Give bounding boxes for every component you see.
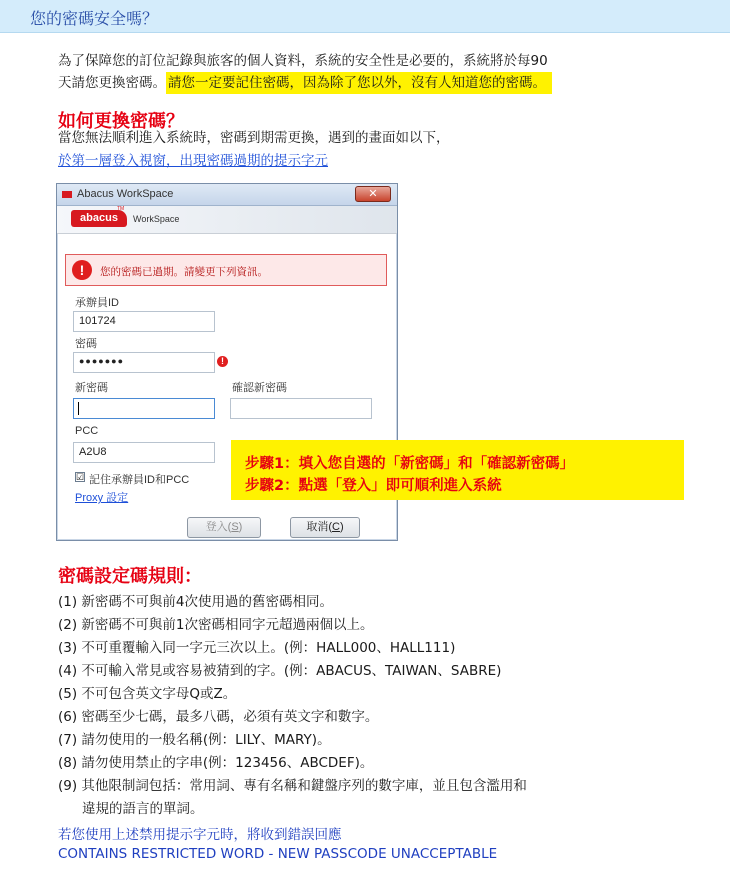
login-accel-key: S: [231, 521, 239, 533]
logo-trademark: TM: [117, 206, 125, 212]
app-icon: [62, 191, 72, 198]
new-password-field[interactable]: [73, 398, 215, 419]
agent-id-field[interactable]: 101724: [73, 311, 215, 332]
cancel-button[interactable]: 取消(C): [290, 517, 360, 538]
rule-8: (8) 請勿使用禁止的字串(例：123456、ABCDEF)。: [58, 755, 374, 771]
login-button-label: 登入(: [205, 521, 232, 533]
rule-1: (1) 新密碼不可與前4次使用過的舊密碼相同。: [58, 594, 334, 610]
close-icon[interactable]: ✕: [355, 186, 391, 202]
how-to-desc: 當您無法順利進入系統時，密碼到期需更換，遇到的畫面如以下，: [58, 130, 450, 146]
intro-line-2: [58, 72, 552, 94]
password-field[interactable]: ●●●●●●●: [73, 352, 215, 373]
remember-label: 記住承辦員ID和PCC: [89, 474, 190, 486]
rule-9-continued: 違規的語言的單詞。: [82, 801, 204, 817]
page-title: 您的密碼安全嗎？: [30, 9, 159, 28]
rule-2: (2) 新密碼不可與前1次密碼相同字元超過兩個以上。: [58, 617, 374, 633]
abacus-logo: abacus: [71, 210, 127, 227]
rule-3: (3) 不可重覆輸入同一字元三次以上。(例：HALL000、HALL111): [58, 640, 456, 656]
intro-plain: 天請您更換密碼。: [58, 75, 166, 91]
agent-id-label: 承辦員ID: [75, 297, 119, 309]
step-1: 步驟1：填入您自選的「新密碼」和「確認新密碼」: [245, 456, 575, 472]
footer-note: 若您使用上述禁用提示字元時，將收到錯誤回應: [58, 827, 342, 843]
how-to-heading: 如何更換密碼？: [58, 111, 184, 132]
how-to-link[interactable]: 於第一層登入視窗，出現密碼過期的提示字元: [58, 153, 328, 169]
steps-callout: [231, 440, 684, 500]
pcc-label: PCC: [75, 425, 99, 437]
error-icon: !: [72, 260, 92, 280]
confirm-password-label: 確認新密碼: [232, 382, 287, 394]
window-title: Abacus WorkSpace: [77, 188, 174, 200]
intro-line-1: 為了保障您的訂位記錄與旅客的個人資料，系統的安全性是必要的，系統將於每90: [58, 53, 548, 69]
rule-6: (6) 密碼至少七碼，最多八碼，必須有英文字和數字。: [58, 709, 379, 725]
rule-5: (5) 不可包含英文字母Q或Z。: [58, 686, 237, 702]
footer-error-text: CONTAINS RESTRICTED WORD - NEW PASSCODE UNACCEPTABLE: [58, 846, 498, 862]
logo-subtitle: WorkSpace: [133, 214, 180, 224]
confirm-password-field[interactable]: [230, 398, 372, 419]
rule-4: (4) 不可輸入常見或容易被猜到的字。(例：ABACUS、TAIWAN、SABRE): [58, 663, 502, 679]
rule-9: (9) 其他限制詞包括：常用詞、專有名稱和鍵盤序列的數字庫，並且包含濫用和: [58, 778, 527, 794]
step-2: 步驟2：點選「登入」即可順利進入系統: [245, 478, 502, 494]
header-bar: [0, 0, 730, 33]
cancel-accel-key: C: [332, 521, 340, 533]
intro-highlight: 請您一定要記住密碼，因為除了您以外，沒有人知道您的密碼。: [166, 72, 552, 94]
rule-7: (7) 請勿使用的一般名稱(例：LILY、MARY)。: [58, 732, 331, 748]
login-button[interactable]: 登入(S): [187, 517, 261, 538]
new-password-label: 新密碼: [75, 382, 108, 394]
pcc-field[interactable]: A2U8: [73, 442, 215, 463]
error-message-box: [65, 254, 387, 286]
error-text: 您的密碼已過期。請變更下列資訊。: [100, 266, 268, 278]
cancel-button-label: 取消(: [306, 521, 333, 533]
window-titlebar: [57, 184, 397, 206]
remember-checkbox[interactable]: ☑: [76, 472, 85, 482]
rules-heading: 密碼設定碼規則：: [58, 566, 202, 587]
password-label: 密碼: [75, 338, 97, 350]
password-warning-icon: !: [217, 356, 228, 367]
text-caret: [78, 402, 79, 415]
brand-banner: [57, 206, 397, 234]
proxy-settings-link[interactable]: Proxy 設定: [75, 492, 129, 504]
